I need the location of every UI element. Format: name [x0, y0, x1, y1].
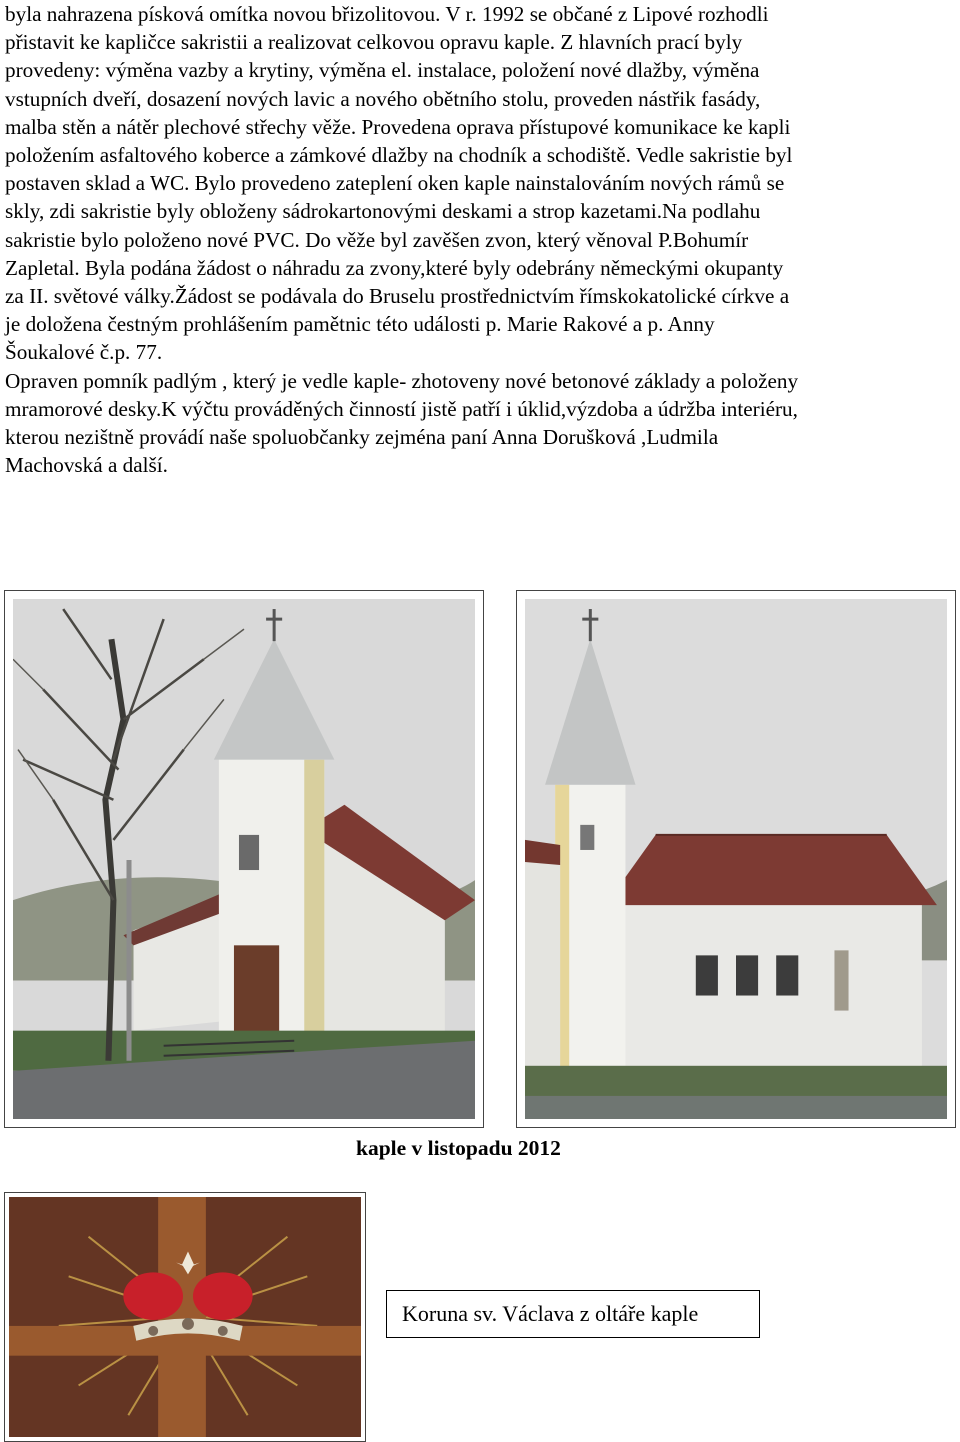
chapel-front-photo: [4, 590, 484, 1128]
text-line: položením asfaltového koberce a zámkové dlažby na chodník a schodiště. Vedle sakristie byl: [5, 143, 793, 168]
chapel-caption: kaple v listopadu 2012: [356, 1136, 561, 1160]
text-line: malba stěn a nátěr plechové střechy věže. Provedena oprava přístupové komunikace ke kapli: [5, 114, 791, 139]
text-line: Zapletal. Byla podána žádost o náhradu za zvony,které byly odebrány německými okupanty: [5, 255, 784, 280]
text-line: je doložena čestným prohlášením pamětnic této události p. Marie Rakové a p. Anny: [5, 312, 715, 337]
text-line: provedeny: výměna vazby a krytiny, výměna el. instalace, položení nové dlažby, výměna: [5, 58, 760, 83]
crown-caption: Koruna sv. Václava z oltáře kaple: [386, 1290, 760, 1338]
text-line: sakristie bylo položeno nové PVC. Do věže byl zavěšen zvon, který věnoval P.Bohumír: [5, 227, 749, 252]
text-line: postaven sklad a WC. Bylo provedeno zateplení oken kaple nainstalováním nových rámů se: [5, 171, 785, 196]
chapel-side-photo: [516, 590, 956, 1128]
text-line: Machovská a další.: [5, 453, 168, 478]
text-line: Opraven pomník padlým , který je vedle kaple- zhotoveny nové betonové základy a položeny: [5, 368, 799, 393]
text-line: přistavit ke kapličce sakristii a realizovat celkovou opravu kaple. Z hlavních prací byly: [5, 30, 743, 55]
text-line: kterou nezištně provádí naše spoluobčanky zejména paní Anna Dorušková ,Ludmila: [5, 425, 719, 450]
text-line: mramorové desky.K výčtu prováděných činností jistě patří i úklid,výzdoba a údržba interiéru,: [5, 396, 798, 421]
crown-image: [9, 1197, 361, 1437]
text-line: za II. světové války.Žádost se podávala do Bruselu prostřednictvím římskokatolické církve a: [5, 284, 790, 309]
text-line: Šoukalové č.p. 77.: [5, 340, 163, 365]
chapel-side-image: [525, 599, 947, 1119]
text-line: skly, zdi sakristie byly obloženy sádrokartonovými deskami a strop kazetami.Na podlahu: [5, 199, 761, 224]
crown-photo: [4, 1192, 366, 1442]
body-text: [5, 0, 950, 479]
chapel-front-image: [13, 599, 475, 1119]
text-line: vstupních dveří, dosazení nových lavic a nového obětního stolu, proveden nástřik fasády,: [5, 86, 761, 111]
text-line: byla nahrazena písková omítka novou břizolitovou. V r. 1992 se občané z Lipové rozhodli: [5, 2, 769, 26]
